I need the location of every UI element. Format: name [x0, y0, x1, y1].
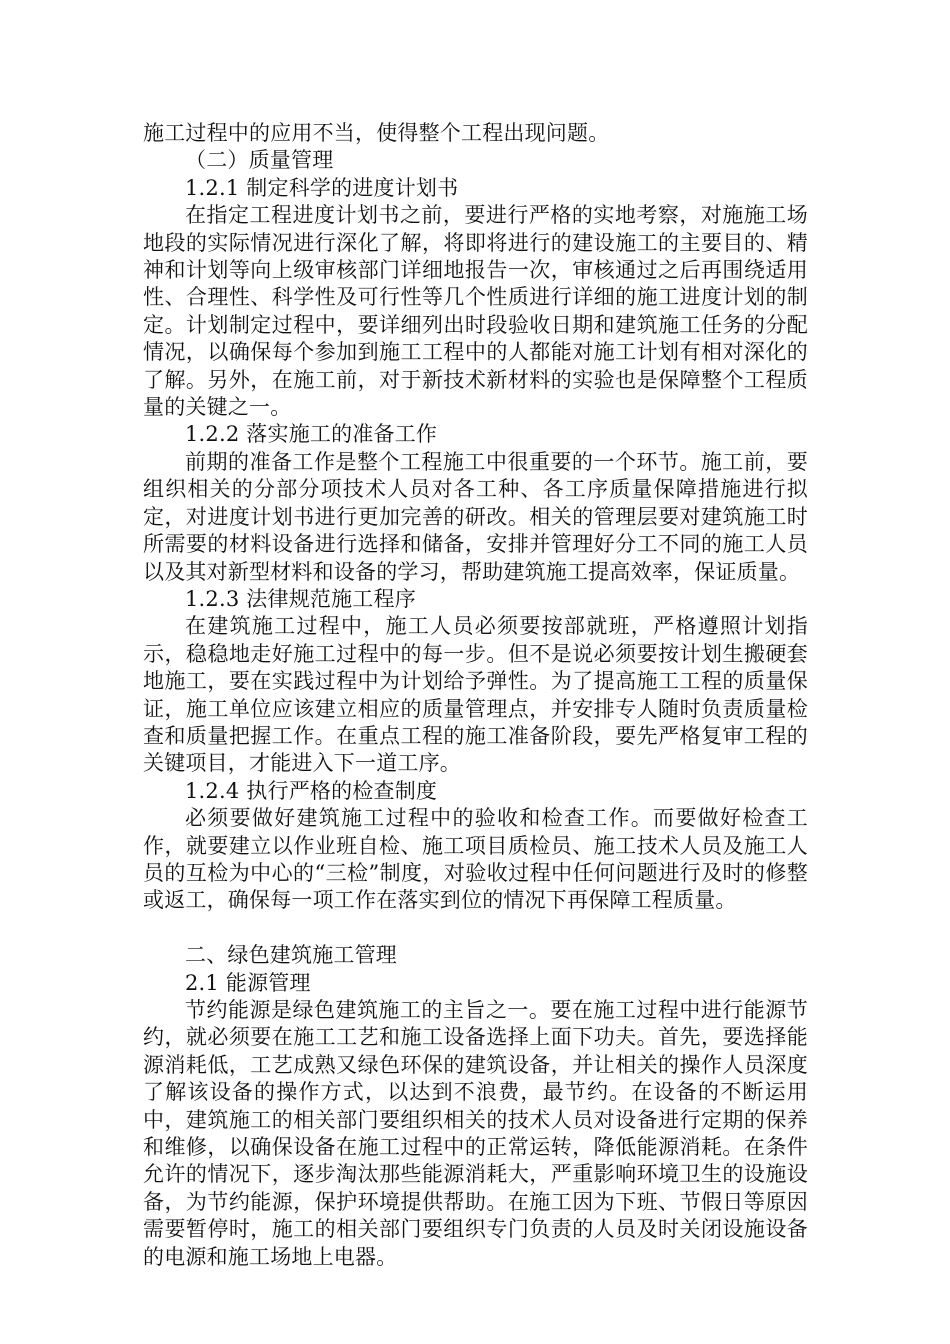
subheading-1-2-4: 1.2.4 执行严格的检查制度: [185, 778, 438, 803]
section-heading-quality-management: （二）质量管理: [185, 148, 334, 173]
paragraph-2-1: 节约能源是绿色建筑施工的主旨之一。要在施工过程中进行能源节约，就必须要在施工工艺和施工设备选择上面下功夫。首先，要选择能源消耗低，工艺成熟又绿色环保的建筑设备，并让相关的操作人员深度了解该设备的操作方式，以达到不浪费，最节约。在设备的不断运用中，建筑施工的相关部门要组织相关的技术人员对设备进行定期的保养和维修，以确保设备在施工过程中的正常运转，降低能源消耗。在条件允许的情况下，逐步淘汰那些能源消耗大，严重影响环境卫生的设施设备，为节约能源，保护环境提供帮助。在施工因为下班、节假日等原因需要暂停时，施工的相关部门要组织专门负责的人员及时关闭设施设备的电源和施工场地上电器。: [143, 997, 808, 1269]
subheading-1-2-1: 1.2.1 制定科学的进度计划书: [185, 175, 459, 200]
document-body: [143, 120, 808, 1271]
paragraph-1-2-1: 在指定工程进度计划书之前，要进行严格的实地考察，对施施工场地段的实际情况进行深化了解，将即将进行的建设施工的主要目的、精神和计划等向上级审核部门详细地报告一次，审核通过之后再围绕适用性、合理性、科学性及可行性等几个性质进行详细的施工进度计划的制定。计划制定过程中，要详细列出时段验收日期和建筑施工任务的分配情况，以确保每个参加到施工工程中的人都能对施工计划有相对深化的了解。另外，在施工前，对于新技术新材料的实验也是保障整个工程质量的关键之一。: [143, 203, 808, 420]
paragraph-continuation: 施工过程中的应用不当，使得整个工程出现问题。: [143, 121, 610, 145]
subheading-1-2-3: 1.2.3 法律规范施工程序: [185, 586, 416, 611]
paragraph-1-2-2: 前期的准备工作是整个工程施工中很重要的一个环节。施工前，要组织相关的分部分项技术人员对各工种、各工序质量保障措施进行拟定，对进度计划书进行更加完善的研改。相关的管理层要对建筑施工时所需要的材料设备进行选择和储备，安排并管理好分工不同的施工人员以及其对新型材料和设备的学习，帮助建筑施工提高效率，保证质量。: [143, 449, 808, 584]
section-heading-green-construction: 二、绿色建筑施工管理: [185, 943, 397, 968]
paragraph-1-2-3: 在建筑施工过程中，施工人员必须要按部就班，严格遵照计划指示，稳稳地走好施工过程中的每一步。但不是说必须要按计划生搬硬套地施工，要在实践过程中为计划给予弹性。为了提高施工工程的质量保证，施工单位应该建立相应的质量管理点，并安排专人随时负责质量检查和质量把握工作。在重点工程的施工准备阶段，要先严格复审工程的关键项目，才能进入下一道工序。: [143, 614, 808, 776]
subheading-1-2-2: 1.2.2 落实施工的准备工作: [185, 422, 438, 447]
blank-line: [143, 915, 808, 942]
paragraph-1-2-4: 必须要做好建筑施工过程中的验收和检查工作。而要做好检查工作，就要建立以作业班自检、施工项目质检员、施工技术人员及施工人员的互检为中心的“三检”制度，对验收过程中任何问题进行及时的修整或返工，确保每一项工作在落实到位的情况下再保障工程质量。: [143, 806, 808, 913]
subheading-2-1: 2.1 能源管理: [185, 970, 311, 995]
